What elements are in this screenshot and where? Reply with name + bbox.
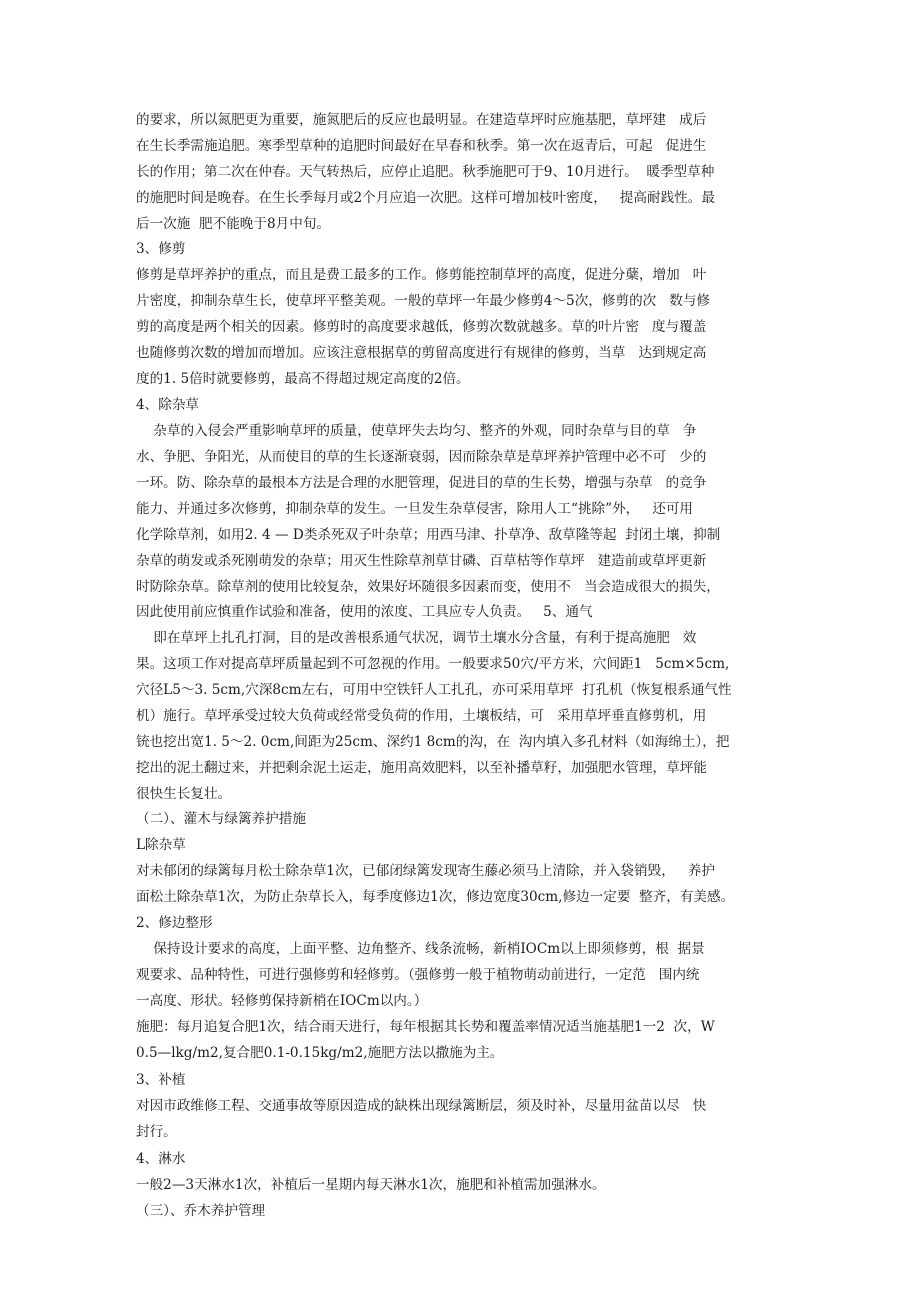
paragraph-line: 挖出的泥土翻过来，并把剩余泥土运走，施用高效肥料，以至补播草籽，加强肥水管理，草坪能 bbox=[136, 760, 707, 776]
paragraph-line: 果。这项工作对提高草坪质量起到不可忽视的作用。一般要求50穴/平方米，穴间距1 5cm×5cm, bbox=[136, 656, 730, 672]
paragraph-line: 穴径L5～3. 5cm,穴深8cm左右，可用中空铁钎人工扎孔，亦可采用草坪 打孔机（恢复根系通气性 bbox=[136, 682, 732, 698]
paragraph-line: 对因市政维修工程、交通事故等原因造成的缺株出现绿篱断层，须及时补，尽量用盆苗以尽 快 bbox=[136, 1098, 707, 1114]
section-heading: （二）、灌木与绿篱养护措施 bbox=[136, 811, 306, 827]
section-heading: 4、除杂草 bbox=[136, 397, 200, 413]
paragraph-line: 封行。 bbox=[136, 1124, 177, 1140]
section-heading: 4、淋水 bbox=[136, 1151, 186, 1167]
paragraph-line: 即在草坪上扎孔打洞，目的是改善根系通气状况，调节土壤水分含量，有利于提高施肥 效 bbox=[136, 630, 697, 646]
paragraph-line: 铳也挖出宽1. 5～2. 0cm,间距为25cm、深约1 8cm的沟，在 沟内填入多孔材料（如海绵土），把 bbox=[136, 734, 730, 750]
section-heading: 2、修边整形 bbox=[136, 915, 213, 931]
paragraph-line: 面松土除杂草1次，为防止杂草长入，每季度修边1次，修边宽度30cm,修边一定要 整齐，有美感。 bbox=[136, 889, 735, 905]
paragraph-line: 一高度、形状。轻修剪保持新梢在IOCm以内。） bbox=[136, 993, 428, 1009]
paragraph-line: 观要求、品种特性，可进行强修剪和轻修剪。（强修剪一般于植物萌动前进行，一定范 围内统 bbox=[136, 967, 700, 983]
paragraph-line: 长的作用；第二次在仲春。天气转热后，应停止追肥。秋季施肥可于9、10月进行。 暖季型草种 bbox=[136, 164, 715, 180]
paragraph-line: 也随修剪次数的增加而增加。应该注意根据草的剪留高度进行有规律的修剪，当草 达到规定高 bbox=[136, 345, 707, 361]
section-heading: L除杂草 bbox=[136, 837, 186, 853]
paragraph-line: 杂草的入侵会严重影响草坪的质量，使草坪失去均匀、整齐的外观，同时杂草与目的草 争 bbox=[136, 423, 697, 439]
paragraph-line: 对未郁闭的绿篱每月松土除杂草1次，已郁闭绿篱发现寄生藤必须马上清除，并入袋销毁， 养护 bbox=[136, 863, 715, 879]
section-heading: 3、补植 bbox=[136, 1072, 186, 1088]
paragraph-line: 片密度，抑制杂草生长，使草坪平整美观。一般的草坪一年最少修剪4～5次，修剪的次 数与修 bbox=[136, 293, 711, 309]
paragraph-line: 杂草的萌发或杀死刚萌发的杂草；用灭生性除草剂草甘磷、百草枯等作草坪 建造前或草坪更新 bbox=[136, 553, 707, 569]
paragraph-line: 的要求，所以氮肥更为重要，施氮肥后的反应也最明显。在建造草坪时应施基肥，草坪建 成后 bbox=[136, 112, 707, 128]
paragraph-line: 机）施行。草坪承受过较大负荷或经常受负荷的作用，土壤板结，可 采用草坪垂直修剪机，用 bbox=[136, 708, 707, 724]
paragraph-line: 一环。防、除杂草的最根本方法是合理的水肥管理，促进目的草的生长势，增强与杂草 的竞争 bbox=[136, 475, 707, 491]
paragraph-line: 能力、并通过多次修剪，抑制杂草的发生。一旦发生杂草侵害，除用人工“挑除”外， 还可用 bbox=[136, 501, 694, 517]
paragraph-line: 的施肥时间是晚春。在生长季每月或2个月应追一次肥。这样可增加枝叶密度， 提高耐践性。最 bbox=[136, 190, 715, 206]
paragraph-line: 化学除草剂，如用2. 4 — D类杀死双子叶杂草；用西马津、扑草净、敌草隆等起 封闭土壤，抑制 bbox=[136, 527, 721, 543]
paragraph-line: 修剪是草坪养护的重点，而且是费工最多的工作。修剪能控制草坪的高度，促进分蘖，增加 叶 bbox=[136, 267, 707, 283]
paragraph-line: 水、争肥、争阳光，从而使目的草的生长逐渐衰弱，因而除杂草是草坪养护管理中必不可 少的 bbox=[136, 449, 707, 465]
paragraph-line: 很快生长复壮。 bbox=[136, 786, 232, 802]
paragraph-line: 0.5—lkg/m2,复合肥0.1-0.15kg/m2,施肥方法以撒施为主。 bbox=[136, 1045, 504, 1061]
paragraph-line: 保持设计要求的高度，上面平整、边角整齐、线条流畅，新梢IOCm以上即须修剪，根 据景 bbox=[136, 941, 705, 957]
paragraph-line: 因此使用前应慎重作试验和准备，使用的浓度、工具应专人负责。 5、通气 bbox=[136, 604, 593, 620]
paragraph-line: 度的1. 5倍时就要修剪，最高不得超过规定高度的2倍。 bbox=[136, 371, 470, 387]
paragraph-line: 施肥：每月追复合肥1次，结合雨天进行，每年根据其长势和覆盖率情况适当施基肥1一2 次，W bbox=[136, 1019, 715, 1035]
section-heading: （三）、乔木养护管理 bbox=[136, 1203, 266, 1219]
paragraph-line: 在生长季需施追肥。寒季型草种的追肥时间最好在早春和秋季。第一次在返青后，可起 促进生 bbox=[136, 138, 707, 154]
paragraph-line: 时防除杂草。除草剂的使用比较复杂，效果好坏随很多因素而变，使用不 当会造成很大的损失， bbox=[136, 579, 720, 595]
paragraph-line: 后一次施 肥不能晚于8月中旬。 bbox=[136, 216, 331, 232]
paragraph-line: 剪的高度是两个相关的因素。修剪时的高度要求越低，修剪次数就越多。草的叶片密 度与覆盖 bbox=[136, 319, 707, 335]
paragraph-line: 一般2—3天淋水1次，补植后一星期内每天淋水1次，施肥和补植需加强淋水。 bbox=[136, 1177, 606, 1193]
section-heading: 3、修剪 bbox=[136, 241, 186, 257]
